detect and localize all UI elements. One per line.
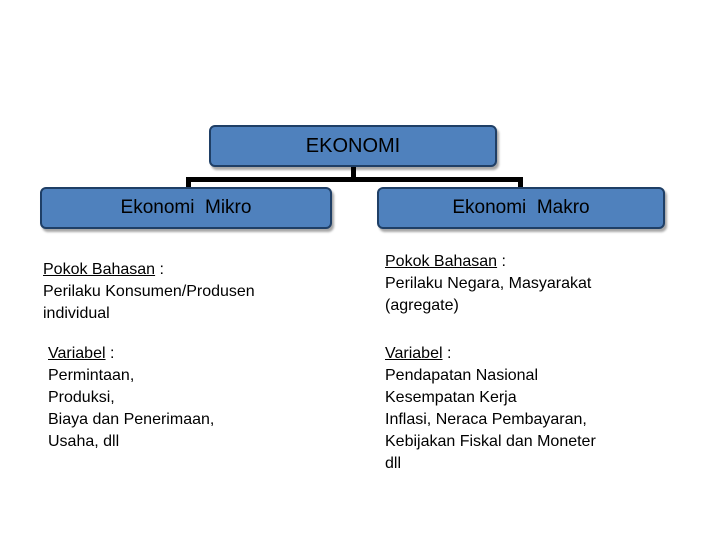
makro-pokok-heading: Pokok Bahasan (385, 253, 498, 270)
node-ekonomi-makro (377, 187, 665, 229)
makro-variabel-line: Pendapatan Nasional (385, 367, 539, 384)
makro-variabel-line: Inflasi, Neraca Pembayaran, (385, 411, 587, 428)
mikro-pokok-bahasan (43, 259, 255, 325)
mikro-pokok-line: individual (43, 305, 110, 322)
node-makro-label: Ekonomi Makro (452, 197, 590, 218)
mikro-variabel-colon: : (105, 345, 115, 362)
makro-variabel-heading: Variabel (385, 345, 443, 362)
root-node-label: EKONOMI (305, 134, 401, 157)
makro-variabel (385, 343, 596, 475)
mikro-variabel-line: Usaha, dll (48, 433, 120, 450)
makro-pokok-colon: : (497, 253, 506, 270)
mikro-pokok-heading: Pokok Bahasan (43, 261, 156, 278)
mikro-variabel (48, 343, 214, 453)
mikro-pokok-colon: : (155, 261, 164, 278)
mikro-variabel-line: Biaya dan Penerimaan, (48, 411, 215, 428)
root-node-ekonomi (209, 125, 497, 167)
makro-variabel-line: Kebijakan Fiskal dan Moneter (385, 433, 596, 450)
node-mikro-label: Ekonomi Mikro (120, 197, 252, 218)
node-ekonomi-mikro (40, 187, 332, 229)
connector-bar (186, 177, 523, 182)
makro-pokok-line: (agregate) (385, 297, 459, 314)
mikro-variabel-line: Produksi, (48, 389, 115, 406)
makro-pokok-line: Perilaku Negara, Masyarakat (385, 275, 592, 292)
makro-variabel-colon: : (442, 345, 452, 362)
mikro-variabel-heading: Variabel (48, 345, 106, 362)
makro-pokok-bahasan (385, 251, 591, 317)
mikro-variabel-line: Permintaan, (48, 367, 135, 384)
makro-variabel-line: Kesempatan Kerja (385, 389, 517, 406)
makro-variabel-line: dll (385, 455, 402, 472)
mikro-pokok-line: Perilaku Konsumen/Produsen (43, 283, 255, 300)
